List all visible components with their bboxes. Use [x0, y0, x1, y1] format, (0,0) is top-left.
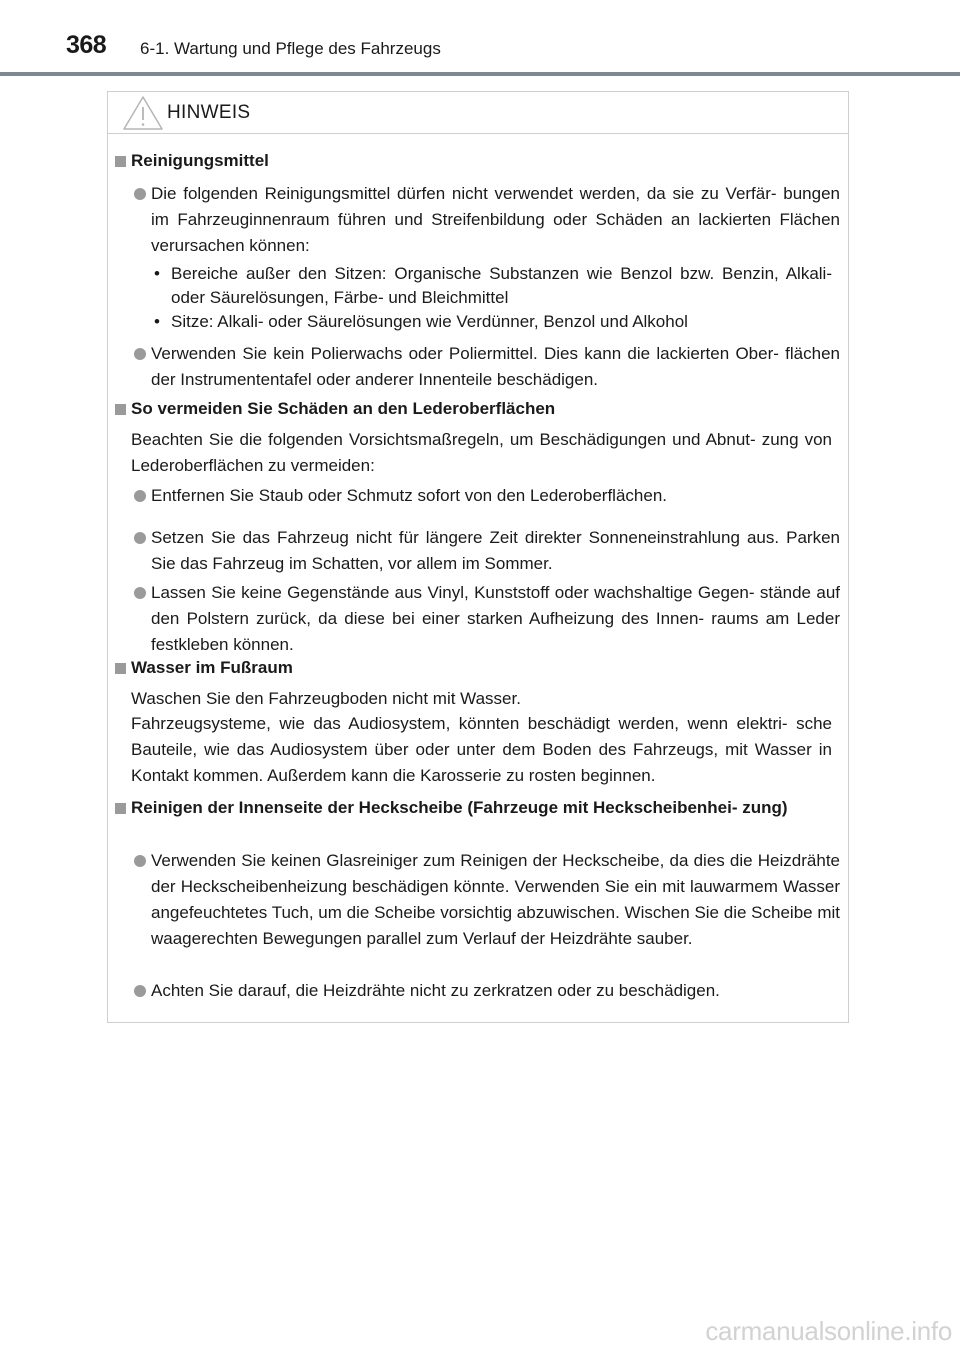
bullet-item: Achten Sie darauf, die Heizdrähte nicht zu zerkratzen oder zu beschädigen.: [129, 978, 840, 1004]
circle-bullet-icon: [134, 855, 146, 867]
section-heading-cleaning-agents: Reinigungsmittel: [115, 148, 840, 174]
bullet-item: Entfernen Sie Staub oder Schmutz sofort von den Lederoberflächen.: [129, 483, 840, 509]
bullet-item: Verwenden Sie kein Polierwachs oder Poliermittel. Dies kann die lackierten Ober- flächen der Instrumententafel oder anderer Innenteile beschädigen.: [129, 341, 840, 393]
section-heading-leather: So vermeiden Sie Schäden an den Lederoberflächen: [115, 396, 840, 422]
notice-title: HINWEIS: [167, 102, 251, 123]
notice-box: [107, 91, 849, 1023]
circle-bullet-icon: [134, 490, 146, 502]
square-marker-icon: [115, 663, 126, 674]
circle-bullet-icon: [134, 532, 146, 544]
section-heading-footwell-water: Wasser im Fußraum: [115, 655, 840, 681]
bullet-item: Setzen Sie das Fahrzeug nicht für längere Zeit direkter Sonneneinstrahlung aus. Parken Sie das Fahrzeug im Schatten, vor allem im Sommer.: [129, 525, 840, 577]
watermark: carmanualsonline.info: [705, 1316, 952, 1346]
warning-triangle-icon: [122, 95, 164, 131]
bullet-item: Die folgenden Reinigungsmittel dürfen nicht verwendet werden, da sie zu Verfär- bungen im Fahrzeuginnenraum führen und Streifenbildung oder Schäden an lackierten Flächen verursachen können:: [129, 181, 840, 259]
section-text: Waschen Sie den Fahrzeugboden nicht mit Wasser.: [131, 689, 521, 708]
bullet-item: Lassen Sie keine Gegenstände aus Vinyl, Kunststoff oder wachshaltige Gegen- stände auf den Polstern zurück, da diese bei einer starken Aufheizung des Innen- raums am Leder festkleben können.: [129, 580, 840, 658]
square-marker-icon: [115, 803, 126, 814]
circle-bullet-icon: [134, 985, 146, 997]
page-header: [0, 0, 960, 76]
header-rule: [0, 72, 960, 76]
bullet-item: Verwenden Sie keinen Glasreiniger zum Reinigen der Heckscheibe, da dies die Heizdrähte der Heckscheibenheizung beschädigen könnte. Verwenden Sie ein mit lauwarmem Wasser angefeuchtetes Tuch, um die Scheibe vorsichtig abzuwischen. Wischen Sie die Scheibe mit waagerechten Bewegungen parallel zum Verlauf der Heizdrähte sauber.: [129, 848, 840, 952]
section-title: 6-1. Wartung und Pflege des Fahrzeugs: [140, 39, 441, 58]
notice-header: [108, 92, 848, 134]
sub-list-item: • Bereiche außer den Sitzen: Organische Substanzen wie Benzol bzw. Benzin, Alkali- oder Säurelösungen, Färbe- und Bleichmittel: [154, 264, 832, 307]
circle-bullet-icon: [134, 348, 146, 360]
sub-bullet-mark: •: [154, 264, 160, 283]
page-number: 368: [66, 31, 107, 59]
sub-list-item: • Sitze: Alkali- oder Säurelösungen wie Verdünner, Benzol und Alkohol: [154, 310, 832, 334]
circle-bullet-icon: [134, 587, 146, 599]
section-heading-rear-window: Reinigen der Innenseite der Heckscheibe (Fahrzeuge mit Heckscheibenhei- zung): [115, 795, 840, 821]
section-intro: Beachten Sie die folgenden Vorsichtsmaßregeln, um Beschädigungen und Abnut- zung von Lederoberflächen zu vermeiden:: [131, 430, 832, 475]
square-marker-icon: [115, 404, 126, 415]
section-text: Fahrzeugsysteme, wie das Audiosystem, könnten beschädigt werden, wenn elektri- sche Bauteile, wie das Audiosystem über oder unter dem Boden des Fahrzeugs, mit Wasser in Kontakt kommen. Außerdem kann die Karosserie zu rosten beginnen.: [131, 714, 832, 785]
square-marker-icon: [115, 156, 126, 167]
circle-bullet-icon: [134, 188, 146, 200]
sub-bullet-mark: •: [154, 312, 160, 331]
